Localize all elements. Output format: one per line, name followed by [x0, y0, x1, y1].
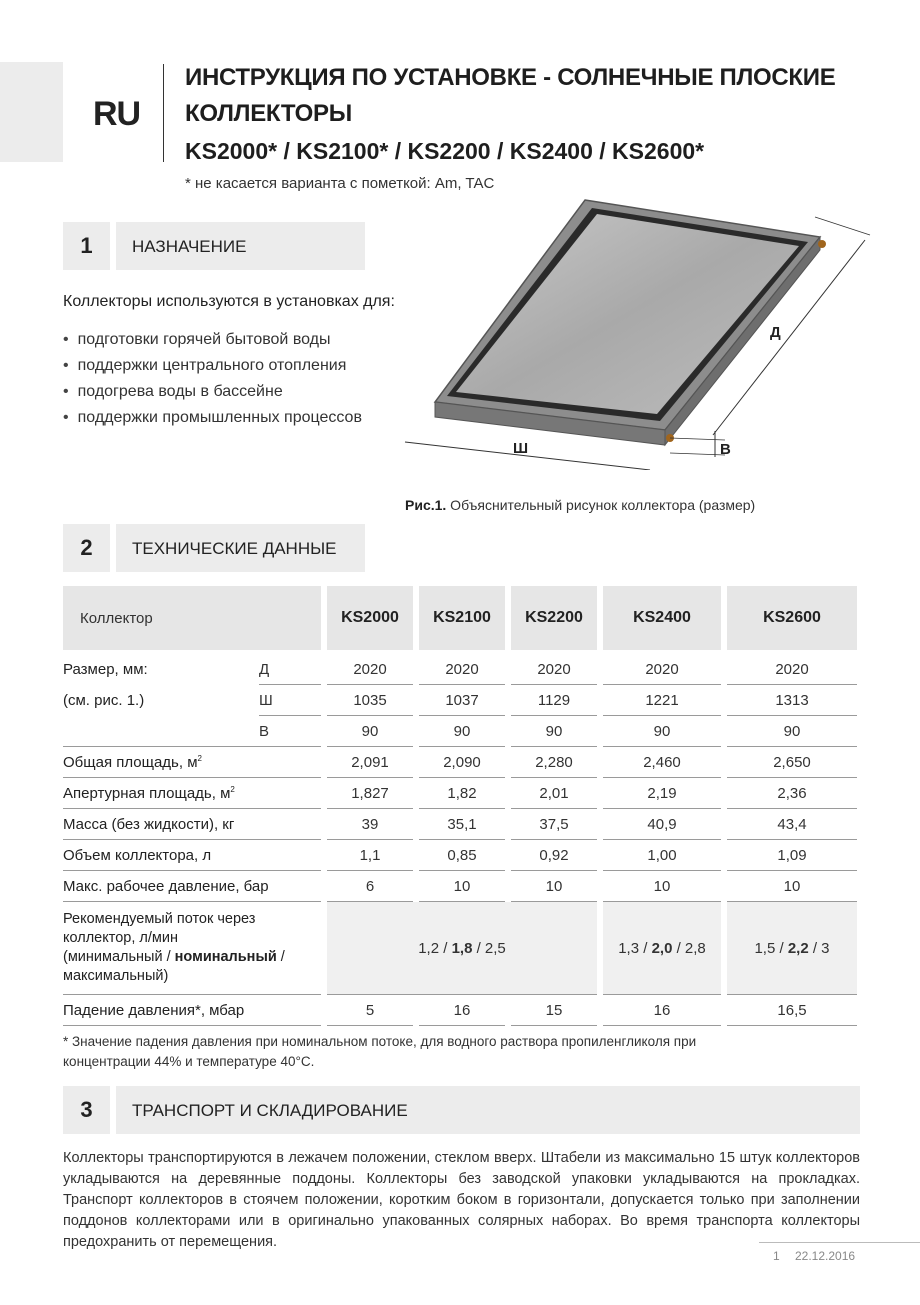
table-cell: 16,5 [727, 995, 857, 1026]
size-sublabel: (см. рис. 1.) [63, 691, 145, 709]
row-label: Макс. рабочее давление, бар [63, 871, 321, 902]
table-row [63, 685, 857, 716]
table-cell: 2,01 [511, 778, 597, 809]
flow-value-group: 1,5 / 2,2 / 3 [727, 902, 857, 995]
table-cell: 1,827 [327, 778, 413, 809]
figure-caption-label: Рис.1. [405, 497, 447, 513]
table-header-row [63, 586, 857, 650]
section-1-title: НАЗНАЧЕНИЕ [132, 237, 247, 256]
table-cell: 1035 [327, 685, 413, 716]
table-row [63, 654, 857, 685]
dimension-guide [670, 438, 725, 440]
table-cell: 2,650 [727, 747, 857, 778]
table-cell: 10 [419, 871, 505, 902]
table-cell: 1221 [603, 685, 721, 716]
table-cell: 2020 [327, 654, 413, 685]
table-cell: 2020 [419, 654, 505, 685]
column-header: KS2400 [603, 586, 721, 650]
section-3-title: ТРАНСПОРТ И СКЛАДИРОВАНИЕ [132, 1101, 408, 1120]
table-cell: 2,091 [327, 747, 413, 778]
section-2-number: 2 [63, 524, 110, 572]
table-cell: 1037 [419, 685, 505, 716]
table-header-label: Коллектор [63, 586, 321, 650]
column-header: KS2600 [727, 586, 857, 650]
table-cell: 90 [727, 716, 857, 747]
width-label: Ш [513, 440, 529, 457]
length-label: Д [770, 324, 781, 341]
table-cell: 1,00 [603, 840, 721, 871]
table-cell: 1,09 [727, 840, 857, 871]
table-cell: 2020 [603, 654, 721, 685]
page-number: 1 [773, 1249, 780, 1263]
figure-caption-text: Объяснительный рисунок коллектора (размер) [446, 497, 756, 513]
table-cell: 1313 [727, 685, 857, 716]
table-cell: 90 [603, 716, 721, 747]
model-list: KS2000* / KS2100* / KS2200 / KS2400 / KS2600* [185, 138, 705, 164]
dimension-code: Ш [259, 685, 321, 716]
section-1-number: 1 [63, 222, 110, 270]
table-cell: 2020 [511, 654, 597, 685]
table-cell: 16 [419, 995, 505, 1026]
usage-intro: Коллекторы используются в установках для: [63, 293, 395, 310]
table-cell: 35,1 [419, 809, 505, 840]
size-label: Размер, мм: [63, 660, 148, 678]
table-cell: 15 [511, 995, 597, 1026]
table-cell: 2,19 [603, 778, 721, 809]
table-row [63, 840, 857, 871]
column-header: KS2200 [511, 586, 597, 650]
table-row [63, 747, 857, 778]
table-cell: 1,82 [419, 778, 505, 809]
language-code: RU [93, 95, 141, 133]
table-row [63, 809, 857, 840]
table-cell: 6 [327, 871, 413, 902]
dimension-code: Д [259, 654, 321, 685]
table-cell: 37,5 [511, 809, 597, 840]
table-cell: 43,4 [727, 809, 857, 840]
table-cell: 16 [603, 995, 721, 1026]
figure-caption [405, 497, 755, 513]
dimension-code: В [259, 716, 321, 747]
table-row [63, 871, 857, 902]
usage-item: • поддержки промышленных процессов [63, 405, 362, 431]
table-cell: 2,460 [603, 747, 721, 778]
table-footnote: * Значение падения давления при номинальном потоке, для водного раствора пропиленгликоля при концентрации 44% и температуре 40°С. [63, 1034, 697, 1069]
page-date: 22.12.2016 [795, 1249, 856, 1263]
flow-row [63, 902, 857, 995]
dimension-guide [815, 217, 870, 235]
dimension-guide [670, 453, 725, 455]
table-row [63, 716, 857, 747]
header-divider [163, 64, 164, 162]
transport-text: Коллекторы транспортируются в лежачем положении, стеклом вверх. Штабели из максимально 15 штук коллекторов укладываются на деревянные поддоны. Коллекторы без заводской упаковки укладываются на прокладках. Транспорт коллекторов в стоячем положении, коротким боком в горизонтали, допускается только при заполнении поддонов коллекторами или в оригинально упакованных солярных наборах. Во время транспорта коллекторы предохранить от перемещения. [63, 1150, 860, 1250]
flow-value-group: 1,2 / 1,8 / 2,5 [327, 902, 597, 995]
page-footer [759, 1242, 920, 1271]
table-cell: 10 [511, 871, 597, 902]
flow-value-group: 1,3 / 2,0 / 2,8 [603, 902, 721, 995]
table-cell: 5 [327, 995, 413, 1026]
usage-list [63, 327, 362, 431]
table-cell: 1,1 [327, 840, 413, 871]
technical-data-table [63, 586, 857, 1026]
table-row [63, 995, 857, 1026]
table-cell: 1129 [511, 685, 597, 716]
table-cell: 40,9 [603, 809, 721, 840]
table-row [63, 778, 857, 809]
language-tab [0, 62, 63, 162]
table-cell: 2,090 [419, 747, 505, 778]
column-header: KS2000 [327, 586, 413, 650]
row-label: Апертурная площадь, $м^2$ [63, 778, 321, 809]
table-cell: 0,85 [419, 840, 505, 871]
collector-figure [395, 195, 895, 470]
usage-item: • подготовки горячей бытовой воды [63, 327, 362, 353]
table-cell: 2,280 [511, 747, 597, 778]
section-2-title: ТЕХНИЧЕСКИЕ ДАННЫЕ [132, 539, 337, 558]
row-label: Масса (без жидкости), кг [63, 809, 321, 840]
table-cell: 10 [727, 871, 857, 902]
table-cell: 2020 [727, 654, 857, 685]
table-cell: 10 [603, 871, 721, 902]
table-cell: 90 [327, 716, 413, 747]
table-cell: 0,92 [511, 840, 597, 871]
table-cell: 90 [419, 716, 505, 747]
row-label: Общая площадь, $м^2$ [63, 747, 321, 778]
height-label: В [720, 441, 731, 458]
model-note: * не касается варианта с пометкой: Am, TAC [185, 175, 495, 192]
table-cell: 90 [511, 716, 597, 747]
usage-item: • подогрева воды в бассейне [63, 379, 362, 405]
row-label: Падение давления*, мбар [63, 995, 321, 1026]
table-cell: 39 [327, 809, 413, 840]
section-3-number: 3 [63, 1086, 110, 1134]
table-cell: 2,36 [727, 778, 857, 809]
usage-item: • поддержки центрального отопления [63, 353, 362, 379]
row-label: Объем коллектора, л [63, 840, 321, 871]
flow-label: Рекомендуемый поток через коллектор, л/мин (минимальный / номинальный / максимальный) [63, 902, 321, 995]
connector-icon [818, 240, 826, 248]
page-title: ИНСТРУКЦИЯ ПО УСТАНОВКЕ - СОЛНЕЧНЫЕ ПЛОСКИЕ КОЛЛЕКТОРЫ [185, 64, 836, 127]
column-header: KS2100 [419, 586, 505, 650]
